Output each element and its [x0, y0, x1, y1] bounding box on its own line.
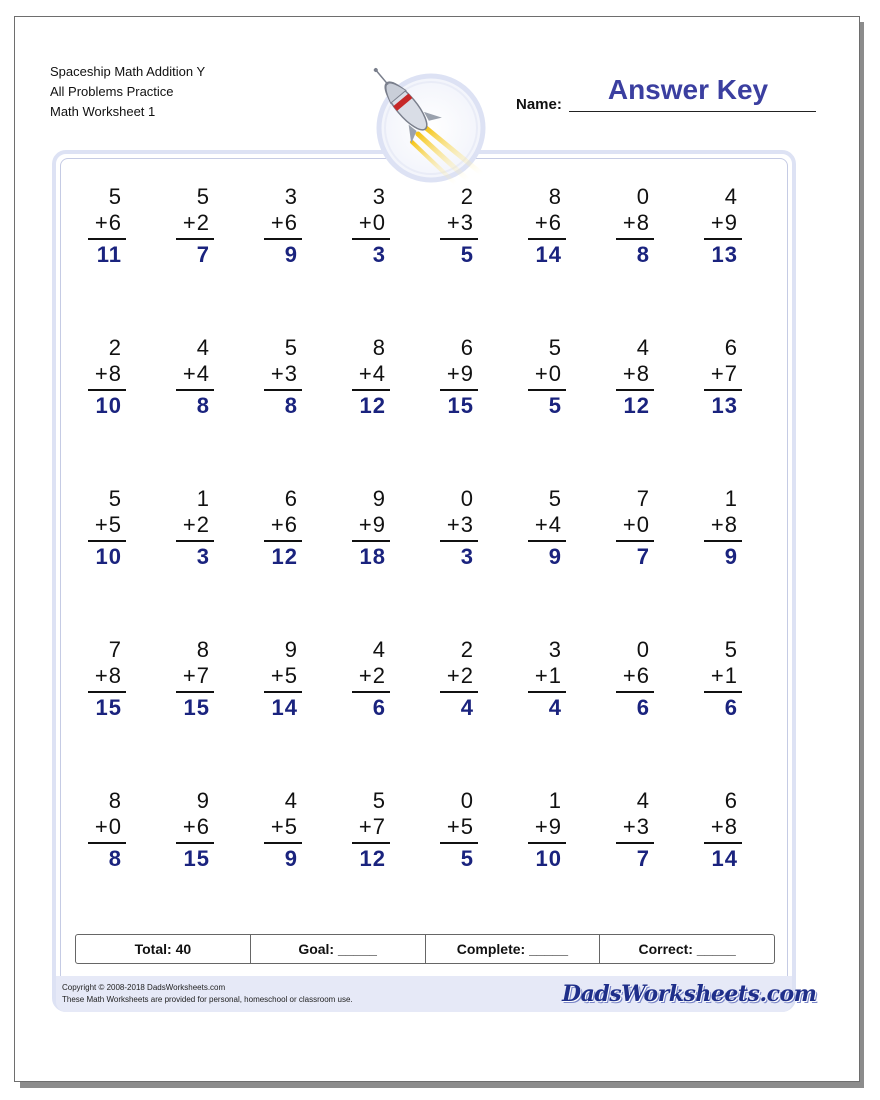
problem-row — [74, 486, 778, 576]
addition-problem — [250, 788, 310, 878]
sum-line — [176, 842, 214, 844]
sum-line — [616, 238, 654, 240]
sum-line — [440, 540, 478, 542]
problem-top-number: 6 — [724, 335, 738, 360]
addition-problem — [162, 788, 222, 878]
sum-line — [528, 842, 566, 844]
problem-addend: +8 — [622, 210, 650, 235]
sum-line — [176, 238, 214, 240]
problem-answer: 15 — [447, 393, 474, 418]
sum-line — [528, 691, 566, 693]
sum-line — [176, 389, 214, 391]
sum-line — [176, 691, 214, 693]
sum-line — [704, 540, 742, 542]
problem-answer: 6 — [724, 695, 738, 720]
problem-top-number: 3 — [372, 184, 386, 209]
problem-top-number: 5 — [548, 335, 562, 360]
problem-addend: +6 — [94, 210, 122, 235]
problem-answer: 10 — [95, 393, 122, 418]
problem-answer: 6 — [636, 695, 650, 720]
addition-problem — [602, 486, 662, 576]
answer-key-label: Answer Key — [607, 74, 769, 105]
problem-top-number: 0 — [636, 637, 650, 662]
problem-addend: +4 — [182, 361, 210, 386]
problem-top-number: 8 — [196, 637, 210, 662]
goal-cell: Goal: _____ — [251, 935, 426, 963]
problem-top-number: 3 — [284, 184, 298, 209]
problem-answer: 10 — [535, 846, 562, 871]
problem-addend: +8 — [622, 361, 650, 386]
addition-problem — [690, 335, 750, 425]
problem-row — [74, 184, 778, 274]
problem-addend: +9 — [446, 361, 474, 386]
score-table — [75, 934, 775, 964]
addition-problem — [602, 788, 662, 878]
problem-answer: 12 — [623, 393, 650, 418]
problem-addend: +9 — [710, 210, 738, 235]
problem-answer: 8 — [196, 393, 210, 418]
problem-top-number: 5 — [548, 486, 562, 511]
addition-problem — [250, 335, 310, 425]
addition-problem — [690, 637, 750, 727]
problem-top-number: 2 — [460, 637, 474, 662]
problem-top-number: 6 — [284, 486, 298, 511]
copyright-text — [62, 982, 353, 1006]
problem-top-number: 5 — [372, 788, 386, 813]
sum-line — [352, 842, 390, 844]
addition-problem — [690, 788, 750, 878]
problem-answer: 9 — [548, 544, 562, 569]
problem-addend: +2 — [446, 663, 474, 688]
copyright-line: Copyright © 2008-2018 DadsWorksheets.com — [62, 983, 226, 992]
worksheet-subtitle: All Problems Practice — [50, 84, 174, 99]
problem-answer: 9 — [284, 846, 298, 871]
addition-problem — [162, 486, 222, 576]
problem-addend: +2 — [358, 663, 386, 688]
addition-problem — [162, 335, 222, 425]
problem-answer: 15 — [95, 695, 122, 720]
problem-answer: 6 — [372, 695, 386, 720]
problem-row — [74, 788, 778, 878]
problem-answer: 15 — [183, 846, 210, 871]
sum-line — [616, 691, 654, 693]
problem-answer: 5 — [460, 846, 474, 871]
problem-top-number: 9 — [284, 637, 298, 662]
problem-top-number: 7 — [108, 637, 122, 662]
problem-addend: +8 — [710, 512, 738, 537]
sum-line — [264, 238, 302, 240]
problem-answer: 14 — [711, 846, 738, 871]
problem-addend: +7 — [710, 361, 738, 386]
problem-answer: 8 — [636, 242, 650, 267]
problem-top-number: 8 — [372, 335, 386, 360]
problem-answer: 18 — [359, 544, 386, 569]
problem-answer: 3 — [196, 544, 210, 569]
problem-addend: +4 — [358, 361, 386, 386]
problem-addend: +0 — [622, 512, 650, 537]
sum-line — [616, 540, 654, 542]
addition-problem — [338, 184, 398, 274]
addition-problem — [162, 184, 222, 274]
problem-answer: 13 — [711, 242, 738, 267]
problem-answer: 5 — [460, 242, 474, 267]
problem-top-number: 1 — [724, 486, 738, 511]
problem-addend: +6 — [182, 814, 210, 839]
problem-top-number: 0 — [460, 788, 474, 813]
problem-answer: 12 — [271, 544, 298, 569]
problem-top-number: 2 — [460, 184, 474, 209]
problem-addend: +6 — [270, 210, 298, 235]
problem-top-number: 5 — [196, 184, 210, 209]
usage-notice: These Math Worksheets are provided for personal, homeschool or classroom use. — [62, 995, 353, 1004]
addition-problem — [250, 486, 310, 576]
worksheet-number: Math Worksheet 1 — [50, 104, 156, 119]
problem-top-number: 4 — [636, 788, 650, 813]
problem-answer: 10 — [95, 544, 122, 569]
problem-top-number: 5 — [108, 184, 122, 209]
problem-answer: 14 — [535, 242, 562, 267]
brand-logo: DadsWorksheets.com — [562, 981, 817, 1007]
problem-top-number: 8 — [548, 184, 562, 209]
problem-top-number: 8 — [108, 788, 122, 813]
problem-answer: 13 — [711, 393, 738, 418]
problem-top-number: 1 — [196, 486, 210, 511]
problem-addend: +9 — [358, 512, 386, 537]
problem-addend: +4 — [534, 512, 562, 537]
problem-addend: +6 — [534, 210, 562, 235]
problem-top-number: 5 — [284, 335, 298, 360]
complete-cell: Complete: _____ — [426, 935, 601, 963]
addition-problem — [338, 788, 398, 878]
problem-top-number: 7 — [636, 486, 650, 511]
rocket-icon — [356, 56, 496, 186]
addition-problem — [426, 335, 486, 425]
addition-problem — [338, 637, 398, 727]
problem-top-number: 6 — [724, 788, 738, 813]
addition-problem — [74, 637, 134, 727]
addition-problem — [514, 184, 574, 274]
sum-line — [704, 389, 742, 391]
problem-addend: +7 — [358, 814, 386, 839]
problem-addend: +9 — [534, 814, 562, 839]
worksheet-title: Spaceship Math Addition Y — [50, 64, 206, 79]
problem-addend: +6 — [622, 663, 650, 688]
problem-top-number: 4 — [196, 335, 210, 360]
addition-problem — [338, 335, 398, 425]
problem-addend: +1 — [534, 663, 562, 688]
addition-problem — [690, 184, 750, 274]
problem-addend: +8 — [94, 663, 122, 688]
sum-line — [352, 389, 390, 391]
problem-answer: 7 — [196, 242, 210, 267]
addition-problem — [602, 335, 662, 425]
problem-addend: +5 — [94, 512, 122, 537]
problem-top-number: 5 — [724, 637, 738, 662]
correct-cell: Correct: _____ — [638, 941, 736, 957]
addition-problem — [690, 486, 750, 576]
problem-top-number: 0 — [636, 184, 650, 209]
addition-problem — [514, 335, 574, 425]
sum-line — [88, 842, 126, 844]
addition-problem — [514, 788, 574, 878]
problem-top-number: 0 — [460, 486, 474, 511]
problem-row — [74, 335, 778, 425]
problem-addend: +3 — [446, 512, 474, 537]
addition-problem — [514, 486, 574, 576]
problem-addend: +6 — [270, 512, 298, 537]
sum-line — [440, 389, 478, 391]
sum-line — [528, 389, 566, 391]
sum-line — [88, 691, 126, 693]
problem-addend: +0 — [94, 814, 122, 839]
problem-top-number: 9 — [196, 788, 210, 813]
problem-top-number: 4 — [284, 788, 298, 813]
sum-line — [352, 540, 390, 542]
problem-addend: +3 — [270, 361, 298, 386]
addition-problem — [338, 486, 398, 576]
problem-answer: 5 — [548, 393, 562, 418]
problem-top-number: 6 — [460, 335, 474, 360]
addition-problem — [514, 637, 574, 727]
sum-line — [704, 238, 742, 240]
addition-problem — [602, 184, 662, 274]
problem-answer: 7 — [636, 544, 650, 569]
problem-top-number: 4 — [636, 335, 650, 360]
problem-addend: +5 — [446, 814, 474, 839]
problem-answer: 8 — [108, 846, 122, 871]
problem-top-number: 4 — [724, 184, 738, 209]
problem-addend: +3 — [446, 210, 474, 235]
problem-top-number: 9 — [372, 486, 386, 511]
problem-answer: 3 — [372, 242, 386, 267]
problem-addend: +7 — [182, 663, 210, 688]
problem-answer: 4 — [548, 695, 562, 720]
addition-problem — [74, 788, 134, 878]
problem-addend: +8 — [94, 361, 122, 386]
addition-problem — [426, 486, 486, 576]
sum-line — [264, 540, 302, 542]
addition-problem — [602, 637, 662, 727]
addition-problem — [426, 788, 486, 878]
problem-answer: 9 — [284, 242, 298, 267]
addition-problem — [250, 184, 310, 274]
sum-line — [440, 238, 478, 240]
sum-line — [352, 238, 390, 240]
sum-line — [264, 842, 302, 844]
problem-answer: 15 — [183, 695, 210, 720]
sum-line — [528, 238, 566, 240]
sum-line — [176, 540, 214, 542]
problem-answer: 12 — [359, 846, 386, 871]
problem-grid — [74, 184, 778, 904]
problem-answer: 12 — [359, 393, 386, 418]
problem-addend: +2 — [182, 210, 210, 235]
problem-top-number: 5 — [108, 486, 122, 511]
addition-problem — [426, 184, 486, 274]
problem-top-number: 4 — [372, 637, 386, 662]
problem-addend: +1 — [710, 663, 738, 688]
problem-addend: +3 — [622, 814, 650, 839]
addition-problem — [74, 486, 134, 576]
total-cell: Total: 40 — [76, 935, 251, 963]
addition-problem — [426, 637, 486, 727]
sum-line — [616, 842, 654, 844]
problem-answer: 9 — [724, 544, 738, 569]
addition-problem — [162, 637, 222, 727]
sum-line — [704, 691, 742, 693]
problem-row — [74, 637, 778, 727]
sum-line — [264, 389, 302, 391]
name-field-line[interactable] — [569, 111, 816, 112]
problem-answer: 14 — [271, 695, 298, 720]
problem-addend: +2 — [182, 512, 210, 537]
problem-answer: 4 — [460, 695, 474, 720]
addition-problem — [74, 184, 134, 274]
problem-top-number: 2 — [108, 335, 122, 360]
worksheet-header — [50, 62, 205, 122]
problem-addend: +5 — [270, 814, 298, 839]
problem-answer: 11 — [96, 242, 122, 267]
sum-line — [616, 389, 654, 391]
problem-answer: 7 — [636, 846, 650, 871]
addition-problem — [74, 335, 134, 425]
problem-top-number: 3 — [548, 637, 562, 662]
name-label: Name: — [516, 96, 562, 113]
problem-answer: 3 — [460, 544, 474, 569]
sum-line — [352, 691, 390, 693]
sum-line — [264, 691, 302, 693]
problem-addend: +0 — [534, 361, 562, 386]
problem-addend: +0 — [358, 210, 386, 235]
sum-line — [88, 389, 126, 391]
sum-line — [88, 540, 126, 542]
problem-answer: 8 — [284, 393, 298, 418]
addition-problem — [250, 637, 310, 727]
sum-line — [704, 842, 742, 844]
problem-addend: +5 — [270, 663, 298, 688]
sum-line — [528, 540, 566, 542]
problem-addend: +8 — [710, 814, 738, 839]
sum-line — [440, 691, 478, 693]
sum-line — [88, 238, 126, 240]
sum-line — [440, 842, 478, 844]
problem-top-number: 1 — [548, 788, 562, 813]
